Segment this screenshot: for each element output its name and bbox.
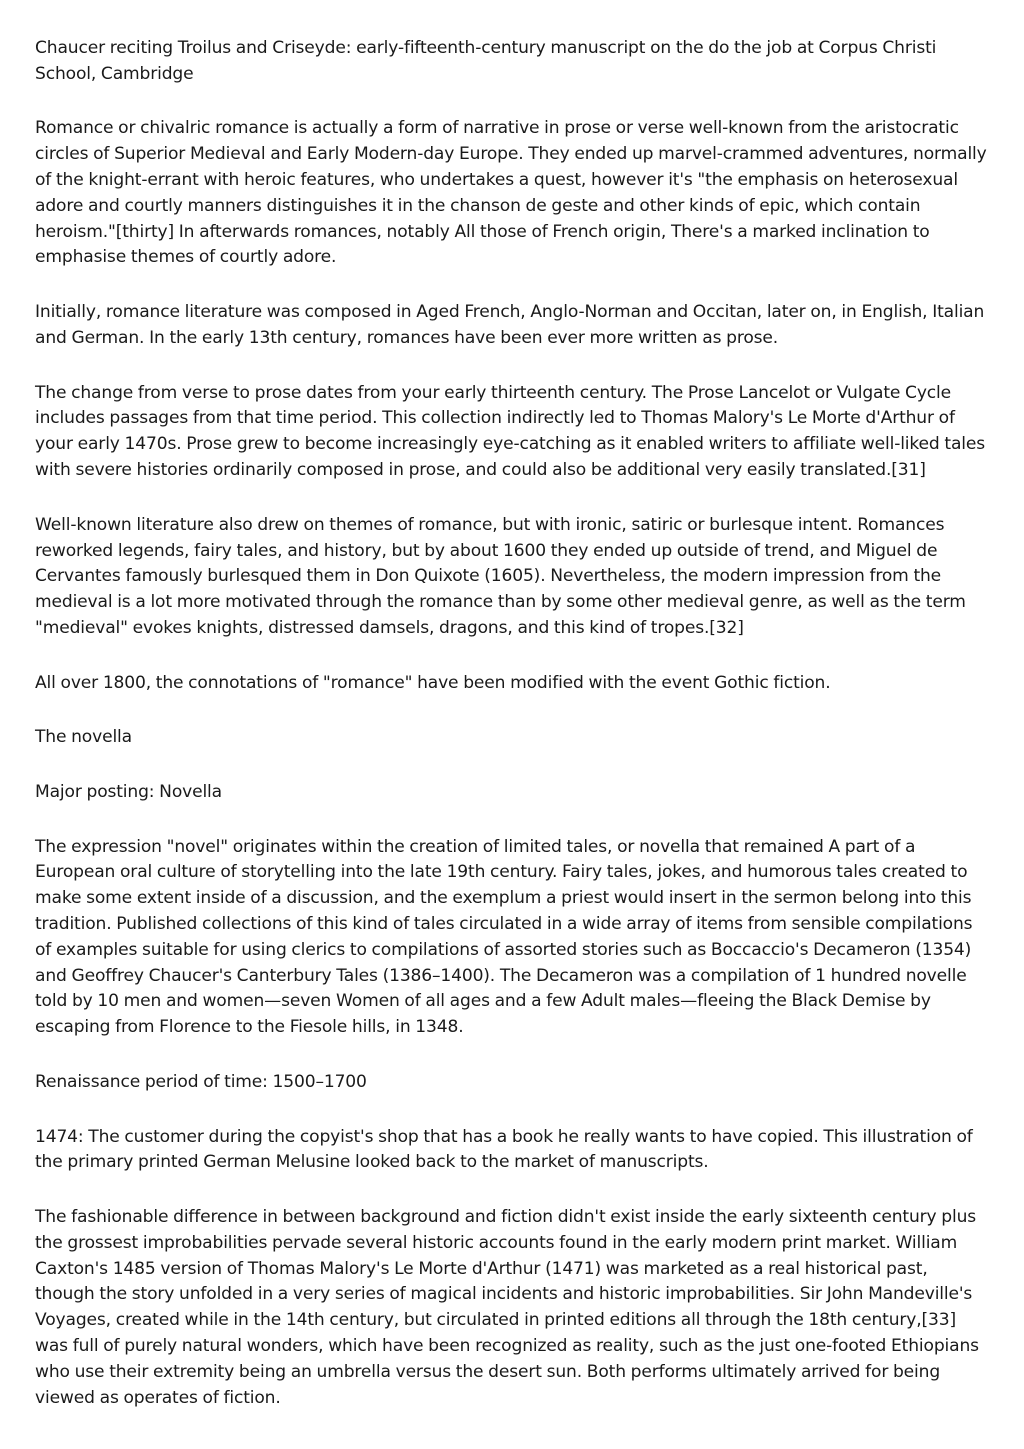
image-caption-1474: 1474: The customer during the copyist's shop that has a book he really wants to have copied. This illustration of the primary printed German Melusine looked back to the market of manuscripts. xyxy=(35,1126,973,1173)
image-caption: Chaucer reciting Troilus and Criseyde: early-fifteenth-century manuscript on the do the job at Corpus Christi School, Cambridge xyxy=(35,38,937,84)
section-heading-novella: The novella xyxy=(35,727,132,748)
paragraph-romance-connotations: All over 1800, the connotations of "romance" have been modified with the event Gothic fiction. xyxy=(35,672,831,693)
paragraph-novel-origin: The expression "novel" originates within the creation of limited tales, or novella that remained A part of a European oral culture of storytelling into the late 19th century. Fairy tales, jokes, and humorous tales created to make some extent inside of a discussion, and the exemplum a priest would insert in the sermon belong into this tradition. Published collections of this kind of tales circulated in a wide array of items from sensible compilations of examples suitable for using clerics to compilations of assorted stories such as Boccaccio's Decameron (1354) and Geoffrey Chaucer's Canterbury Tales (1386–1400). The Decameron was a compilation of 1 hundred novelle told by 10 men and women—seven Women of all ages and a few Adult males—fleeing the Black Demise by escaping from Florence to the Fiesole hills, in 1348. xyxy=(35,836,973,1038)
document-body xyxy=(35,36,987,1411)
main-article-note: Major posting: Novella xyxy=(35,781,222,802)
paragraph-romance-languages: Initially, romance literature was composed in Aged French, Anglo-Norman and Occitan, later on, in English, Italian and German. In the early 13th century, romances have been ever more written as prose. xyxy=(35,302,985,348)
section-heading-renaissance: Renaissance period of time: 1500–1700 xyxy=(35,1071,367,1092)
paragraph-history-fiction: The fashionable difference in between background and fiction didn't exist inside the early sixteenth century plus the grossest improbabilities pervade several historic accounts found in the early modern print market. William Caxton's 1485 version of Thomas Malory's Le Morte d'Arthur (1471) was marketed as a real historical past, though the story unfolded in a very series of magical incidents and historic improbabilities. Sir John Mandeville's Voyages, created while in the 14th century, but circulated in printed editions all through the 18th century,[33] was full of purely natural wonders, which have been recognized as reality, such as the just one-footed Ethiopians who use their extremity being an umbrella versus the desert sun. Both performs ultimately arrived for being viewed as operates of fiction. xyxy=(35,1207,979,1408)
paragraph-verse-to-prose: The change from verse to prose dates from your early thirteenth century. The Prose Lancelot or Vulgate Cycle includes passages from that time period. This collection indirectly led to Thomas Malory's Le Morte d'Arthur of your early 1470s. Prose grew to become increasingly eye-catching as it enabled writers to affiliate well-liked tales with severe histories ordinarily composed in prose, and could also be additional very easily translated.[31] xyxy=(35,382,985,481)
paragraph-romance-definition: Romance or chivalric romance is actually a form of narrative in prose or verse well-known from the aristocratic circles of Superior Medieval and Early Modern-day Europe. They ended up marvel-crammed adventures, normally of the knight-errant with heroic features, who undertakes a quest, however it's "the emphasis on heterosexual adore and courtly manners distinguishes it in the chanson de geste and other kinds of epic, which contain heroism."[thirty] In afterwards romances, notably All those of French origin, There's a marked inclination to emphasise themes of courtly adore. xyxy=(35,118,987,268)
paragraph-popular-literature: Well-known literature also drew on themes of romance, but with ironic, satiric or burlesque intent. Romances reworked legends, fairy tales, and history, but by about 1600 they ended up outside of trend, and Miguel de Cervantes famously burlesqued them in Don Quixote (1605). Nevertheless, the modern impression from the medieval is a lot more motivated through the romance than by some other medieval genre, as well as the term "medieval" evokes knights, distressed damsels, dragons, and this kind of tropes.[32] xyxy=(35,514,966,638)
